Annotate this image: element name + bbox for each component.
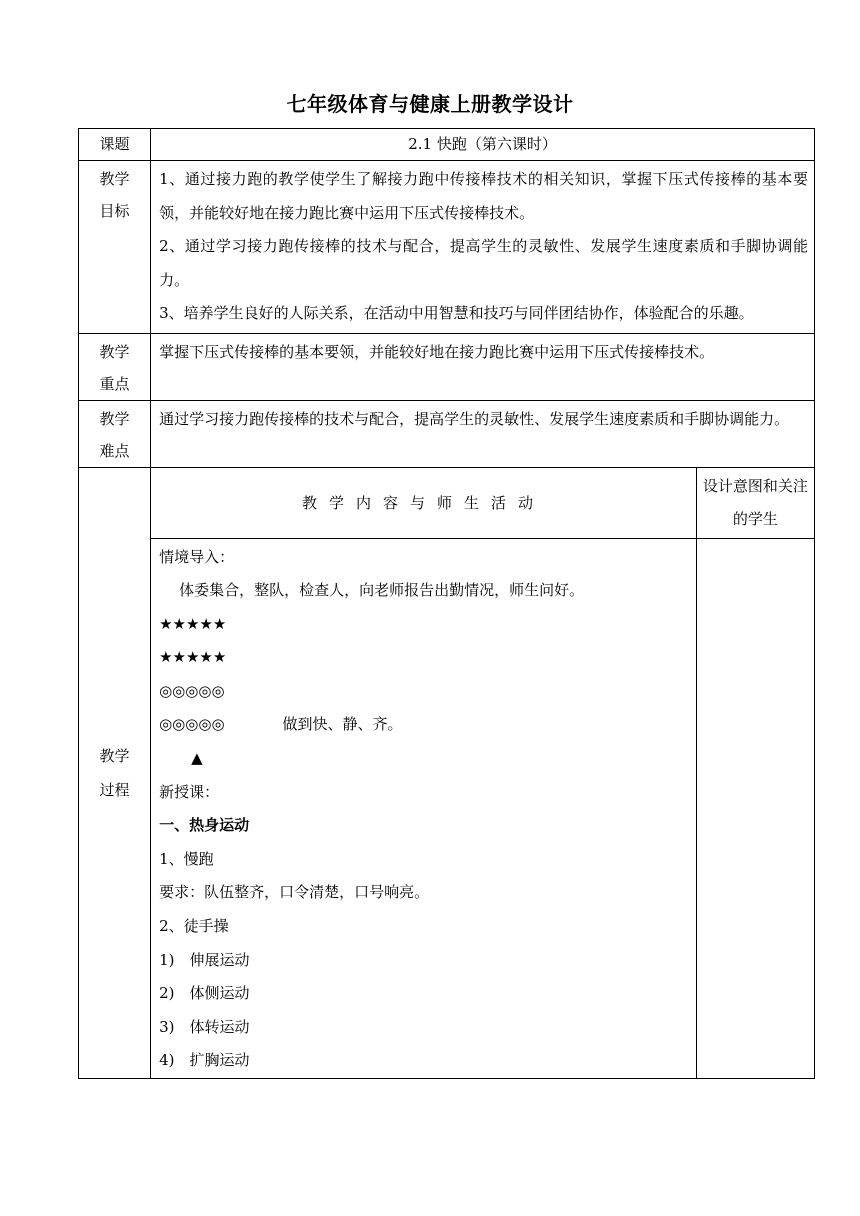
difficulties-label: 教学 难点 bbox=[79, 400, 151, 467]
process-content bbox=[151, 538, 697, 1079]
process-body-row bbox=[79, 538, 815, 1079]
new-lesson-heading: 新授课： bbox=[159, 782, 220, 801]
formation-circles-row: ◎◎◎◎◎ 做到快、静、齐。 bbox=[159, 715, 403, 734]
key-points-text: 掌握下压式传接棒的基本要领，并能较好地在接力跑比赛中运用下压式传接棒技术。 bbox=[151, 333, 815, 400]
difficulties-row bbox=[79, 400, 815, 467]
objective-item: 1、通过接力跑的教学使学生了解接力跑中传接棒技术的相关知识，掌握下压式传接棒的基本要领，并能较好地在接力跑比赛中运用下压式传接棒技术。 bbox=[159, 170, 808, 222]
exercise-item: 2) 体侧运动 bbox=[159, 984, 250, 1003]
objectives-label: 教学 目标 bbox=[79, 161, 151, 334]
requirement-text: 要求：队伍整齐，口令清楚，口号响亮。 bbox=[159, 883, 430, 902]
formation-note: 做到快、静、齐。 bbox=[282, 715, 403, 734]
topic-row bbox=[79, 129, 815, 161]
exercise-item: 1) 伸展运动 bbox=[159, 950, 250, 969]
list-item: 2、徒手操 bbox=[159, 917, 229, 936]
list-item: 1、慢跑 bbox=[159, 849, 214, 868]
key-points-row bbox=[79, 333, 815, 400]
formation-circles-row: ◎◎◎◎◎ bbox=[159, 681, 225, 700]
design-header: 设计意图和关注的学生 bbox=[696, 467, 814, 538]
content-header: 教学内容与师生活动 bbox=[151, 467, 697, 538]
exercise-item: 3) 体转运动 bbox=[159, 1017, 250, 1036]
difficulties-text: 通过学习接力跑传接棒的技术与配合，提高学生的灵敏性、发展学生速度素质和手脚协调能力。 bbox=[151, 400, 815, 467]
topic-label: 课题 bbox=[79, 129, 151, 161]
objective-item: 2、通过学习接力跑传接棒的技术与配合，提高学生的灵敏性、发展学生速度素质和手脚协调能力。 bbox=[159, 237, 808, 289]
formation-stars-row: ★★★★★ bbox=[159, 648, 227, 667]
intro-text: 体委集合，整队，检查人，向老师报告出勤情况，师生问好。 bbox=[179, 581, 585, 600]
intro-title: 情境导入： bbox=[159, 547, 235, 566]
lesson-plan-table bbox=[78, 128, 815, 1079]
objective-item: 3、培养学生良好的人际关系，在活动中用智慧和技巧与同伴团结协作，体验配合的乐趣。 bbox=[159, 304, 754, 322]
teacher-position-mark: ▲ bbox=[191, 749, 203, 768]
objectives-content bbox=[151, 161, 815, 334]
key-points-label: 教学 重点 bbox=[79, 333, 151, 400]
process-label: 教学 过程 bbox=[79, 467, 151, 1079]
process-header-row bbox=[79, 467, 815, 538]
formation-stars-row: ★★★★★ bbox=[159, 614, 227, 633]
topic-value: 2.1 快跑（第六课时） bbox=[151, 129, 815, 161]
section-heading: 一、热身运动 bbox=[159, 816, 250, 835]
page-title: 七年级体育与健康上册教学设计 bbox=[286, 92, 574, 116]
objectives-row bbox=[79, 161, 815, 334]
exercise-item: 4) 扩胸运动 bbox=[159, 1051, 250, 1070]
design-intent-cell bbox=[696, 538, 814, 1079]
